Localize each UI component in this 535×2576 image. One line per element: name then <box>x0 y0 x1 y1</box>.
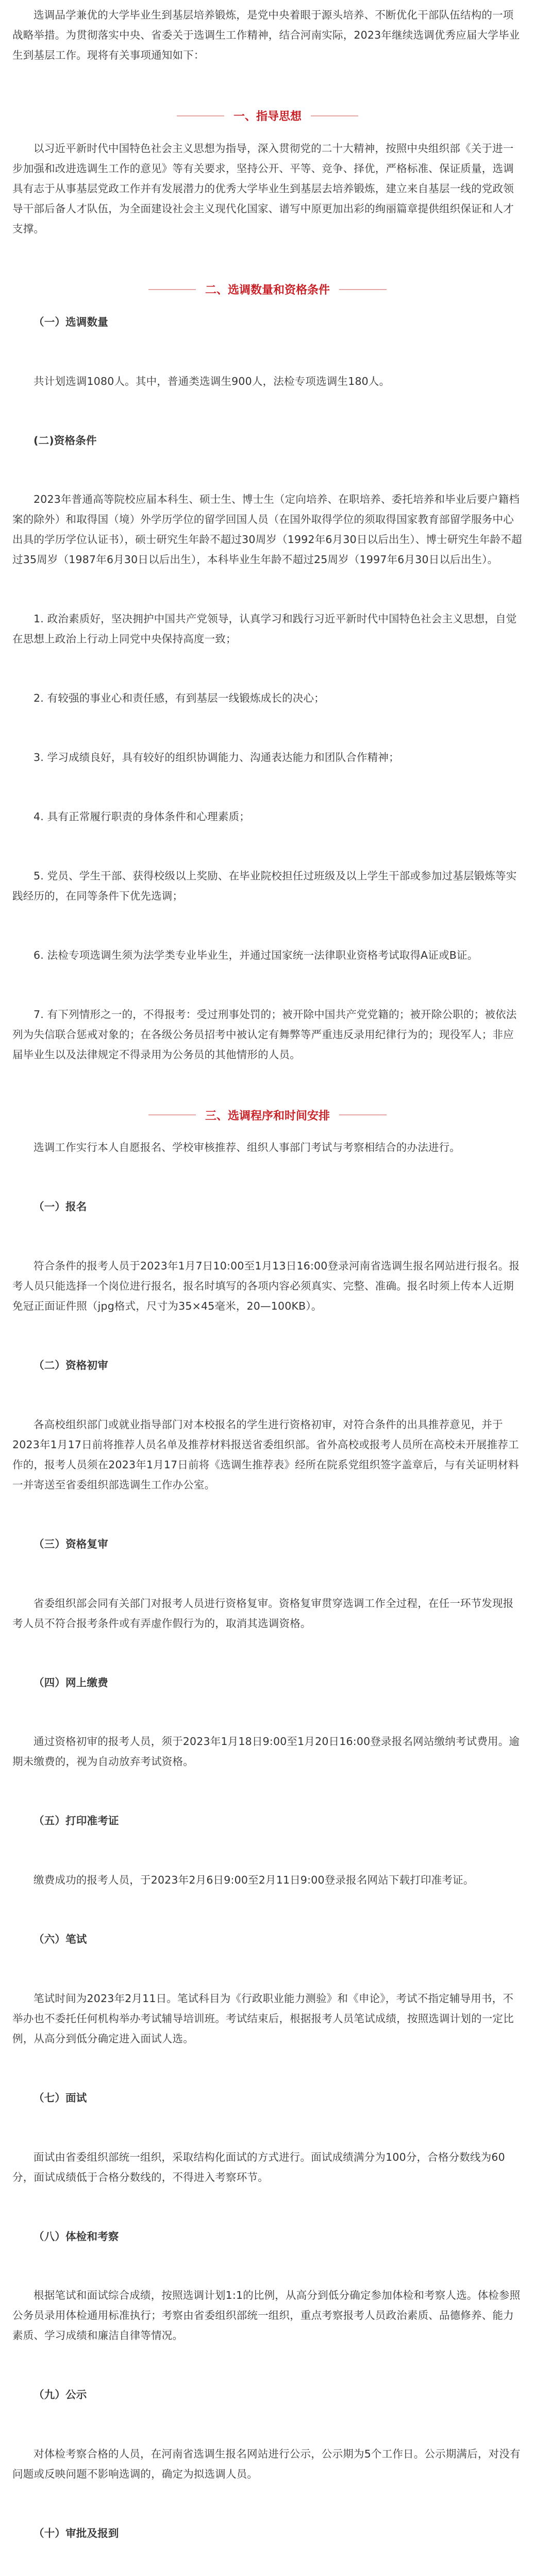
section-heading: 一、指导思想 <box>233 110 302 124</box>
paragraph: 5. 党员、学生干部、获得校级以上奖励、在毕业院校担任过班级及以上学生干部或参加过基层锻炼等实践经历的，在同等条件下优先选调； <box>12 869 517 902</box>
paragraph: 以习近平新时代中国特色社会主义思想为指导，深入贯彻党的二十大精神，按照中央组织部《关于进一步加强和改进选调生工作的意见》等有关要求，坚持公开、平等、竞争、择优，严格标准、保证质量，选调具有志于从事基层党政工作并有发展潜力的优秀大学毕业生到基层去培养锻炼，建立来自基层一线的党政领导干部后备人才队伍，为全面建设社会主义现代化国家、谱写中原更加出彩的绚丽篇章提供组织保证和人才支撑。 <box>12 142 514 235</box>
section-heading: 二、选调数量和资格条件 <box>205 284 330 297</box>
paragraph: 符合条件的报考人员于2023年1月7日10:00至1月13日16:00登录河南省选调生报名网站进行报名。报考人员只能选择一个岗位进行报名，报名时填写的各项内容必须真实、完整、准确。报名时须上传本人近期免冠正面证件照（jpg格式，尺寸为35×45毫米，20—100KB）。 <box>12 1260 520 1313</box>
title-divider-right <box>311 115 358 116</box>
section <box>12 1104 523 2576</box>
paragraph: 选调工作实行本人自愿报名、学校审核推荐、组织人事部门考试与考察相结合的办法进行。 <box>34 1141 460 1154</box>
section-heading: 三、选调程序和时间安排 <box>205 1109 330 1123</box>
paragraph: （四）网上缴费 <box>34 1676 108 1689</box>
paragraph: 根据笔试和面试综合成绩，按照选调计划1:1的比例，从高分到低分确定参加体检和考察人选。体检参照公务员录用体检通用标准执行；考察由省委组织部统一组织，重点考察报考人员政治素质、品德修养、能力素质、学习成绩和廉洁自律等情况。 <box>12 2289 521 2342</box>
paragraph: （六）笔试 <box>34 1933 87 1945</box>
paragraph: 6. 法检专项选调生须为法学类专业毕业生，并通过国家统一法律职业资格考试取得A证或B证。 <box>34 948 478 961</box>
paragraph: 各高校组织部门或就业指导部门对本校报名的学生进行资格初审，对符合条件的出具推荐意见，并于2023年1月17日前将推荐人员名单及推荐材料报送省委组织部。省外高校或报考人员所在高校未开展推荐工作的，报考人员须在2023年1月17日前将《选调生推荐表》经所在院系党组织签字盖章后，与有关证明材料一并寄送至省委组织部选调生工作办公室。 <box>12 1418 519 1491</box>
paragraph: (二)资格条件 <box>34 434 97 447</box>
section-title <box>12 1104 523 1126</box>
paragraph: 4. 具有正常履行职责的身体条件和心理素质； <box>34 810 250 823</box>
title-divider-right <box>339 1114 387 1115</box>
paragraph: （十）审批及报到 <box>34 2527 119 2539</box>
paragraph: 2023年普通高等院校应届本科生、硕士生、博士生（定向培养、在职培养、委托培养和毕业后要户籍档案的除外）和取得国（境）外学历学位的留学回国人员（在国外取得学位的须取得国家教育部留学服务中心出具的学历学位认证书），硕士研究生年龄不超过30周岁（1992年6月30日以后出生）、博士研究生年龄不超过35周岁（1987年6月30日以后出生），本科毕业生年龄不超过25周岁（1997年6月30日以后出生）。 <box>12 493 522 566</box>
paragraph: 7. 有下列情形之一的，不得报考：受过刑事处罚的；被开除中国共产党党籍的；被开除公职的；被依法列为失信联合惩戒对象的；在各级公务员招考中被认定有舞弊等严重违反录用纪律行为的；现役军人；非应届毕业生以及法律规定不得录用为公务员的其他情形的人员。 <box>12 1008 517 1061</box>
paragraph: （九）公示 <box>34 2388 87 2401</box>
section-title <box>12 278 523 301</box>
paragraph: （七）面试 <box>34 2091 87 2104</box>
paragraph: 2. 有较强的事业心和责任感，有到基层一线锻炼成长的决心； <box>34 692 325 705</box>
paragraph: 3. 学习成绩良好，具有较好的组织协调能力、沟通表达能力和团队合作精神； <box>34 751 399 764</box>
section-title <box>12 105 523 127</box>
section <box>12 278 523 1065</box>
paragraph: 笔试时间为2023年2月11日。笔试科目为《行政职业能力测验》和《申论》，考试不指定辅导用书，不举办也不委托任何机构举办考试辅导培训班。考试结束后，根据报考人员笔试成绩，按照选调计划的一定比例，从高分到低分确定进入面试人选。 <box>12 1992 514 2045</box>
paragraph: （一）报名 <box>34 1200 87 1213</box>
paragraph: 缴费成功的报考人员，于2023年2月6日9:00至2月11日9:00登录报名网站下载打印准考证。 <box>34 1874 474 1887</box>
paragraph: 1. 政治素质好，坚决拥护中国共产党领导，认真学习和践行习近平新时代中国特色社会主义思想，自觉在思想上政治上行动上同党中央保持高度一致； <box>12 613 517 646</box>
paragraph: 省委组织部会同有关部门对报考人员进行资格复审。资格复审贯穿选调工作全过程，在任一环节发现报考人员不符合报考条件或有弄虚作假行为的，取消其选调资格。 <box>12 1597 514 1630</box>
paragraph: （八）体检和考察 <box>34 2230 119 2243</box>
paragraph: （三）资格复审 <box>34 1537 108 1550</box>
title-divider-left <box>148 289 196 290</box>
intro-paragraph: 选调品学兼优的大学毕业生到基层培养锻炼，是党中央着眼于源头培养、不断优化干部队伍结构的一项战略举措。为贯彻落实中央、省委关于选调生工作精神，结合河南实际，2023年继续选调优秀应届大学毕业生到基层工作。现将有关事项通知如下： <box>12 9 520 61</box>
paragraph: 共计划选调1080人。其中，普通类选调生900人，法检专项选调生180人。 <box>34 375 390 387</box>
paragraph: （五）打印准考证 <box>34 1815 119 1827</box>
document-body <box>12 5 523 2576</box>
title-divider-left <box>148 1114 196 1115</box>
title-divider-right <box>339 289 387 290</box>
paragraph: （二）资格初审 <box>34 1359 108 1371</box>
sections <box>12 105 523 2576</box>
title-divider-left <box>177 115 224 116</box>
paragraph: （一）选调数量 <box>34 315 108 328</box>
section <box>12 105 523 239</box>
paragraph: 面试由省委组织部统一组织，采取结构化面试的方式进行。面试成绩满分为100分，合格分数线为60分，面试成绩低于合格分数线的，不得进入考察环节。 <box>12 2150 505 2183</box>
paragraph: 通过资格初审的报考人员，须于2023年1月18日9:00至1月20日16:00登录报名网站缴纳考试费用。逾期未缴费的，视为自动放弃考试资格。 <box>12 1735 520 1768</box>
paragraph: 对体检考察合格的人员，在河南省选调生报名网站进行公示，公示期为5个工作日。公示期满后，对没有问题或反映问题不影响选调的，确定为拟选调人员。 <box>12 2448 521 2481</box>
